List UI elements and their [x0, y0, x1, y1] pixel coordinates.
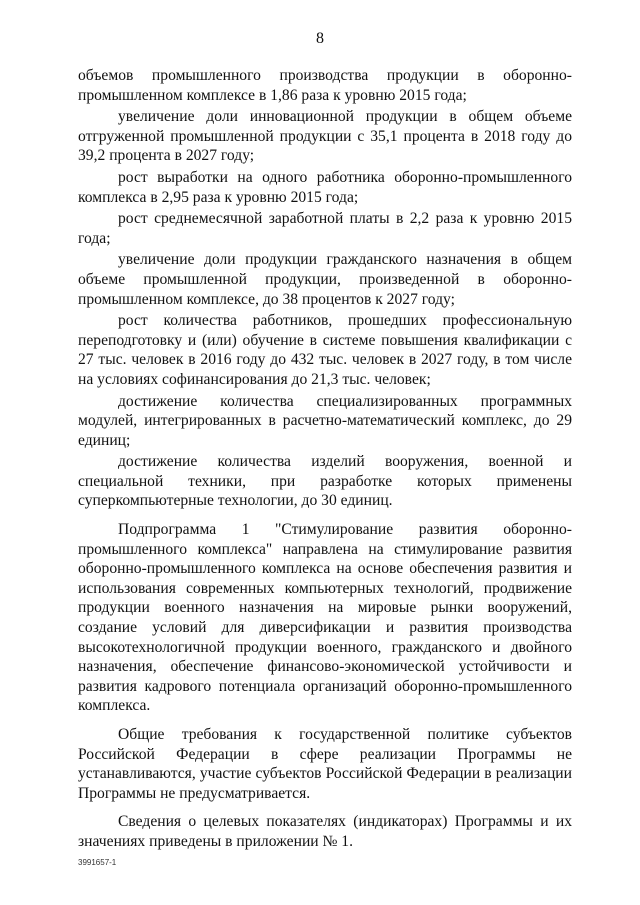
- paragraph-subprogram: Подпрограмма 1 "Стимулирование развития оборонно-промышленного комплекса" направлена на стимулирование развития оборонно-промышленного комплекса на основе обеспечения развития и использования современных компьютерных технологий, продвижение продукции военного назначения на мировые рынки вооружений, создание условий для диверсификации и развития производства высокотехнологичной продукции военного, гражданского и двойного назначения, обеспечение финансово-экономической устойчивости и развития кадрового потенциала организаций оборонно-промышленного комплекса.: [78, 521, 572, 715]
- paragraph-2: увеличение доли инновационной продукции в общем объеме отгруженной промышленной продукции с 35,1 процента в 2018 году до 39,2 процента в 2027 году;: [78, 108, 572, 165]
- document-body: [78, 66, 572, 854]
- document-code: 3991657-1: [78, 858, 117, 867]
- paragraph-7: достижение количества специализированных программных модулей, интегрированных в расчетно-математический комплекс, до 29 единиц;: [78, 392, 572, 449]
- paragraph-8: достижение количества изделий вооружения, военной и специальной техники, при разработке которых применены суперкомпьютерные технологии, до 30 единиц.: [78, 453, 572, 510]
- page-number: 8: [316, 30, 324, 47]
- paragraph-1: объемов промышленного производства продукции в оборонно-промышленном комплексе в 1,86 раза к уровню 2015 года;: [78, 67, 572, 104]
- paragraph-indicators: Сведения о целевых показателях (индикаторах) Программы и их значениях приведены в приложении № 1.: [78, 813, 572, 850]
- paragraph-4: рост среднемесячной заработной платы в 2,2 раза к уровню 2015 года;: [78, 210, 572, 247]
- paragraph-6: рост количества работников, прошедших профессиональную переподготовку и (или) обучение в системе повышения квалификации с 27 тыс. человек в 2016 году до 432 тыс. человек в 2027 году, в том числе на условиях софинансирования до 21,3 тыс. человек;: [78, 312, 572, 388]
- paragraph-3: рост выработки на одного работника оборонно-промышленного комплекса в 2,95 раза к уровню 2015 года;: [78, 168, 572, 206]
- paragraph-5: увеличение доли продукции гражданского назначения в общем объеме промышленной продукции, произведенной в оборонно-промышленном комплексе, до 38 процентов к 2027 году;: [78, 251, 572, 308]
- paragraph-requirements: Общие требования к государственной политике субъектов Российской Федерации в сфере реализации Программы не устанавливаются, участие субъектов Российской Федерации в реализации Программы не предусматривается.: [78, 726, 572, 802]
